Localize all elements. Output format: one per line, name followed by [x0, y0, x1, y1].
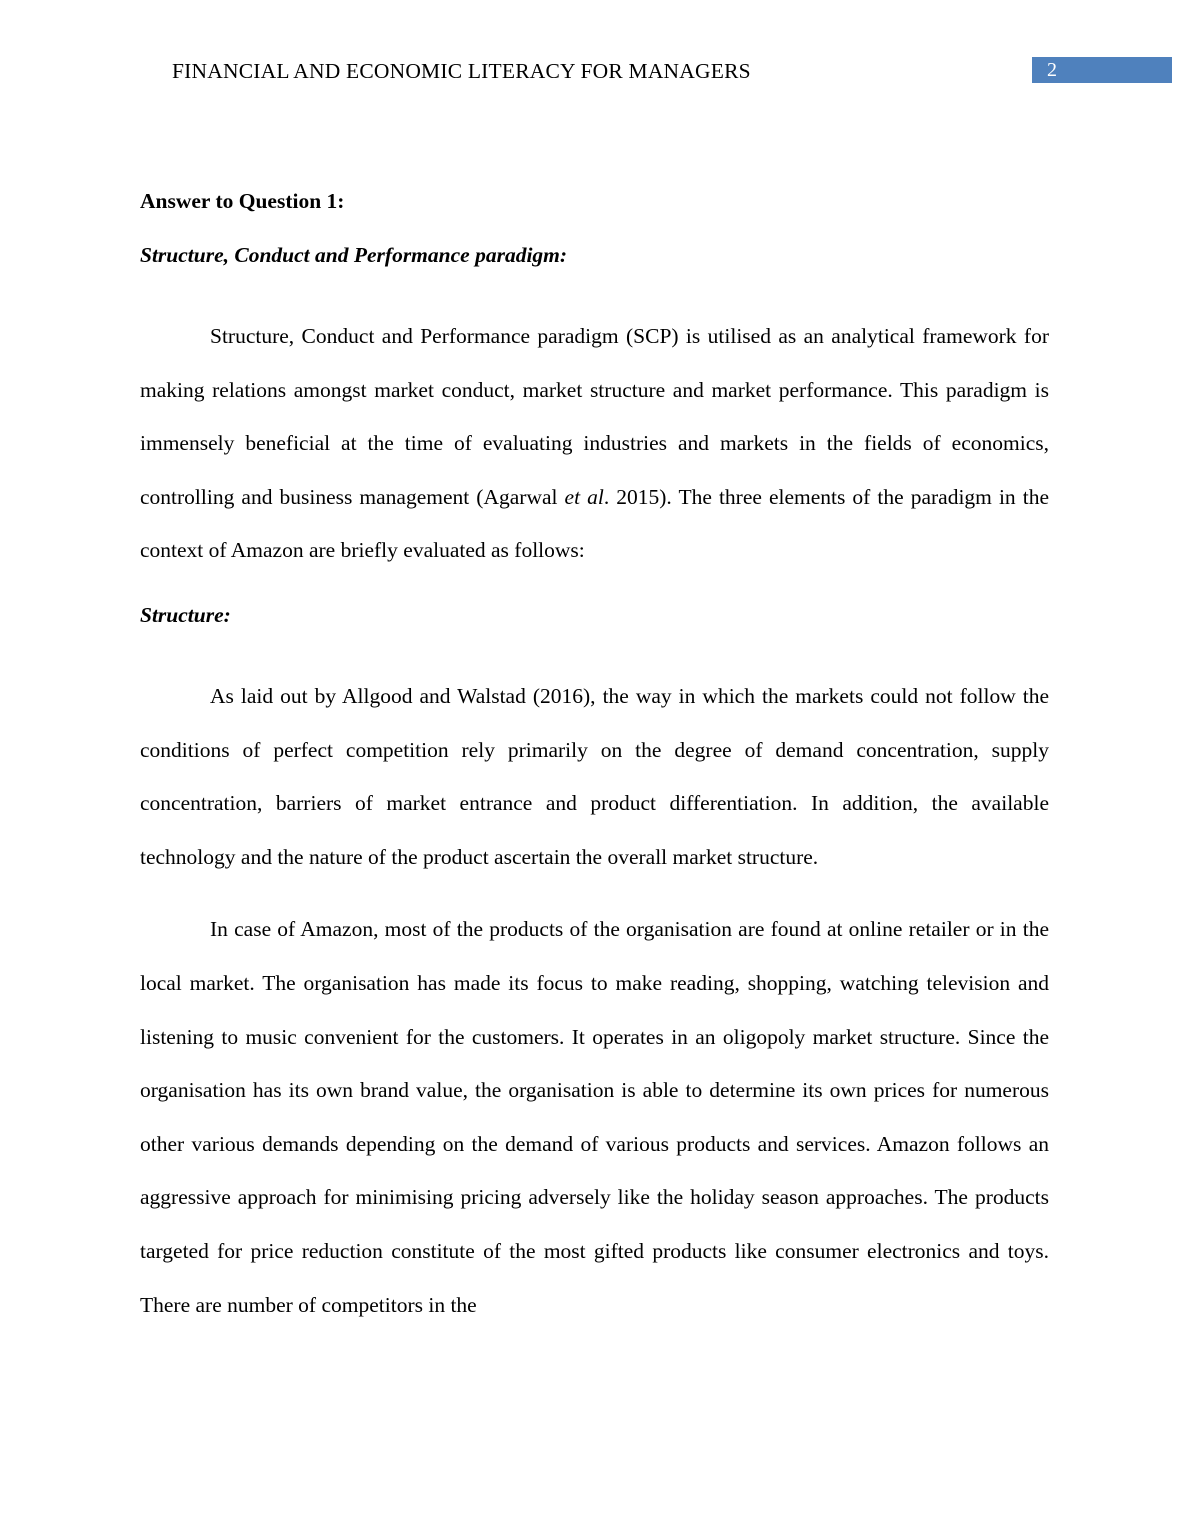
scp-heading: Structure, Conduct and Performance paradigm:: [140, 243, 568, 267]
page-number: 2: [1032, 57, 1172, 83]
running-head: FINANCIAL AND ECONOMIC LITERACY FOR MANAGERS: [172, 59, 751, 83]
structure-heading: Structure:: [140, 602, 231, 627]
paragraph-structure: As laid out by Allgood and Walstad (2016), the way in which the markets could not follow the conditions of perfect competition rely primarily on the degree of demand concentration, supply concentration, barriers of market entrance and product differentiation. In addition, the available technology and the nature of the product ascertain the overall market structure.: [140, 683, 1049, 869]
paragraph-scp-intro: [140, 310, 1049, 578]
paragraph-text: Structure, Conduct and Performance paradigm (SCP) is utilised as an analytical framework for making relations amongst market conduct, market structure and market performance. This paradigm is immensely beneficial at the time of evaluating industries and markets in the fields of economics, controlling and business management (Agarwal: [140, 324, 1049, 509]
paragraph-amazon: In case of Amazon, most of the products of the organisation are found at online retailer or in the local market. The organisation has made its focus to make reading, shopping, watching television and listening to music convenient for the customers. It operates in an oligopoly market structure. Since the organisation has its own brand value, the organisation is able to determine its own prices for numerous other various demands depending on the demand of various products and services. Amazon follows an aggressive approach for minimising pricing adversely like the holiday season approaches. The products targeted for price reduction constitute of the most gifted products like consumer electronics and toys. There are number of competitors in the: [140, 917, 1049, 1317]
document-body: [140, 183, 1049, 1332]
paragraph-text: . 2015). The three elements of the paradigm in the context of Amazon are briefly evaluated as follows:: [140, 484, 1049, 563]
citation-et-al: et al: [564, 484, 604, 509]
answer-heading: Answer to Question 1:: [140, 189, 345, 213]
